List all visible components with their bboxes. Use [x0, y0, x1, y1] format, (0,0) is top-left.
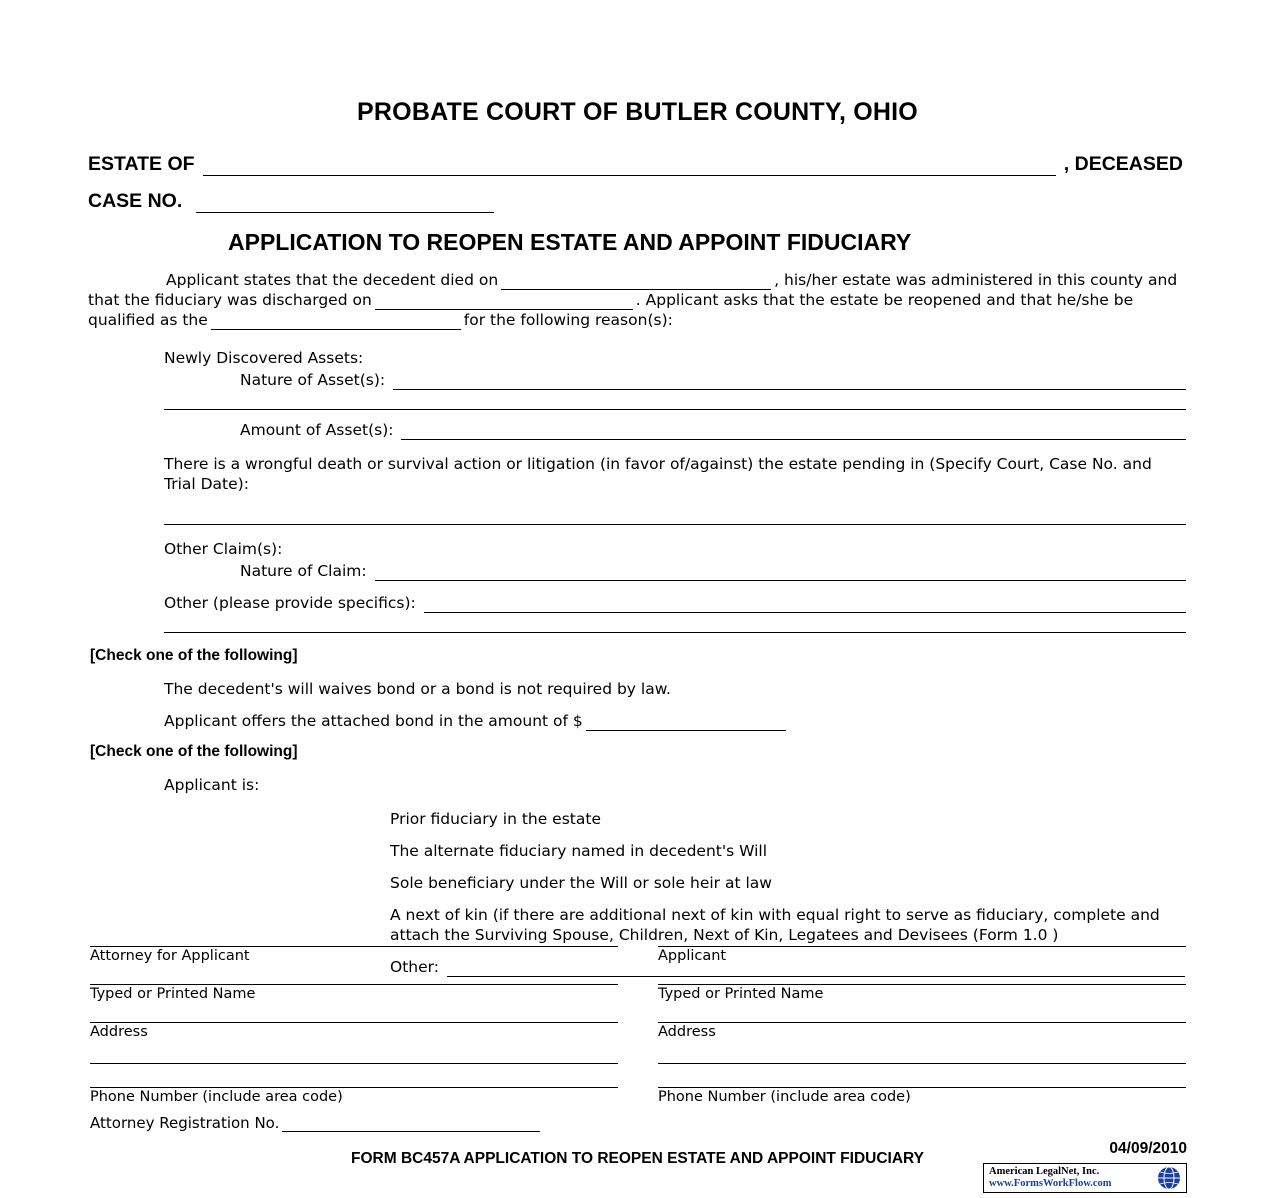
other-specifics-input[interactable] — [424, 597, 1186, 613]
applicant-is-label: Applicant is: — [164, 776, 260, 794]
form-footer-text: FORM BC457A APPLICATION TO REOPEN ESTATE AND APPOINT FIDUCIARY — [351, 1150, 924, 1167]
discharge-date-input[interactable] — [375, 295, 633, 310]
nature-of-assets-label: Nature of Asset(s): — [240, 371, 386, 389]
applicant-option-other-label: Other: — [390, 958, 439, 976]
paragraph-part-1: Applicant states that the decedent died on — [166, 271, 499, 289]
check-one-heading-2: [Check one of the following] — [90, 743, 298, 760]
other-specifics-input-2[interactable] — [164, 616, 1186, 633]
signature-col-attorney — [90, 943, 618, 1105]
other-claims-heading: Other Claim(s): — [164, 540, 283, 558]
deceased-label: , DECEASED — [1063, 153, 1183, 175]
american-legalnet-logo — [983, 1163, 1187, 1193]
case-no-input[interactable] — [196, 196, 494, 213]
nature-of-assets-row — [240, 370, 1186, 390]
estate-of-label: ESTATE OF — [88, 153, 195, 175]
applicant-option-alternate-fiduciary[interactable]: The alternate fiduciary named in decedent's Will — [390, 842, 768, 860]
other-specifics-row — [164, 593, 1186, 613]
fiduciary-capacity-input[interactable] — [211, 315, 461, 330]
newly-discovered-assets-heading: Newly Discovered Assets: — [164, 349, 364, 367]
other-specifics-second-line — [164, 616, 1186, 633]
form-footer-date: 04/09/2010 — [1109, 1140, 1187, 1157]
logo-website: www.FormsWorkFlow.com — [989, 1178, 1112, 1189]
signature-columns — [90, 943, 1186, 1105]
nature-of-claim-row — [240, 561, 1186, 581]
attorney-registration-label: Attorney Registration No. — [90, 1114, 280, 1132]
wrongful-death-line — [164, 508, 1186, 525]
amount-of-assets-label: Amount of Asset(s): — [240, 421, 394, 439]
document-page — [0, 98, 1275, 1198]
signature-col-applicant — [658, 943, 1186, 1105]
case-no-row — [88, 190, 1275, 213]
attorney-name-caption: Typed or Printed Name — [90, 986, 256, 1002]
court-title: PROBATE COURT OF BUTLER COUNTY, OHIO — [357, 98, 918, 126]
applicant-option-prior-fiduciary[interactable]: Prior fiduciary in the estate — [390, 810, 601, 828]
opening-paragraph — [88, 270, 1186, 330]
paragraph-part-3: . Applicant asks that the estate be reopened and that he/she be qualified as the — [88, 291, 1134, 329]
applicant-name-caption: Typed or Printed Name — [658, 986, 824, 1002]
paragraph-part-2: , his/her estate was administered in this county and that the fiduciary was discharged on — [88, 271, 1178, 309]
check-one-heading-1: [Check one of the following] — [90, 647, 298, 664]
nature-of-assets-input[interactable] — [393, 374, 1186, 390]
nature-of-assets-input-2[interactable] — [164, 393, 1186, 410]
nature-of-claim-label: Nature of Claim: — [240, 562, 367, 580]
estate-of-input[interactable] — [203, 158, 1056, 176]
attorney-registration-input[interactable] — [282, 1117, 540, 1132]
attorney-address-caption: Address — [90, 1024, 148, 1040]
estate-of-row — [88, 153, 1183, 176]
amount-of-assets-input[interactable] — [401, 424, 1186, 440]
globe-icon — [1154, 1165, 1184, 1191]
applicant-option-next-of-kin[interactable]: A next of kin (if there are additional next of kin with equal right to serve as fiduciary, complete and attach the Surviving Spouse, Children, Next of Kin, Legatees and Devisees (Form 1.0 ) — [390, 906, 1160, 944]
applicant-address-caption: Address — [658, 1024, 716, 1040]
signature-block — [90, 943, 1186, 1132]
attorney-registration-row — [90, 1113, 1186, 1132]
bond-option-attached[interactable] — [164, 711, 1275, 731]
logo-company-name: American LegalNet, Inc. — [989, 1166, 1100, 1177]
wrongful-death-text: There is a wrongful death or survival action or litigation (in favor of/against) the estate pending in (Specify Court, Case No. and Trial Date): — [164, 455, 1152, 493]
attorney-signature-caption: Attorney for Applicant — [90, 948, 250, 964]
case-no-label: CASE NO. — [88, 190, 183, 212]
attorney-phone-caption: Phone Number (include area code) — [90, 1089, 343, 1105]
applicant-signature-caption: Applicant — [658, 948, 727, 964]
applicant-phone-caption: Phone Number (include area code) — [658, 1089, 911, 1105]
application-title: APPLICATION TO REOPEN ESTATE AND APPOINT FIDUCIARY — [228, 229, 912, 255]
amount-of-assets-row — [240, 420, 1186, 440]
nature-of-assets-second-line — [164, 393, 1186, 410]
logo-text — [984, 1166, 1154, 1190]
nature-of-claim-input[interactable] — [375, 565, 1186, 581]
wrongful-death-input[interactable] — [164, 508, 1186, 525]
bond-amount-input[interactable] — [586, 716, 786, 731]
paragraph-part-4: for the following reason(s): — [463, 311, 673, 329]
other-specifics-label: Other (please provide specifics): — [164, 594, 416, 612]
bond-option-waives[interactable]: The decedent's will waives bond or a bond is not required by law. — [164, 680, 671, 698]
bond-option-attached-label: Applicant offers the attached bond in the amount of $ — [164, 712, 583, 730]
applicant-option-sole-beneficiary[interactable]: Sole beneficiary under the Will or sole heir at law — [390, 874, 772, 892]
date-of-death-input[interactable] — [501, 275, 771, 290]
